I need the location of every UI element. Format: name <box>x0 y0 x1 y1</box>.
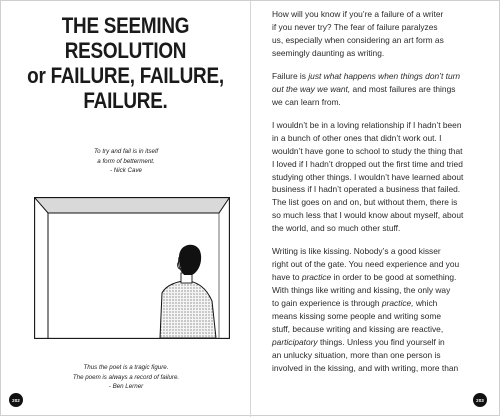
text-run: Writing is like kissing. Nobody’s a good kisser <box>272 246 441 257</box>
text-run: wouldn’t have gone to school to study the thing that <box>272 145 463 156</box>
text-line <box>272 209 494 222</box>
text-run: which <box>413 298 438 309</box>
text-run: Failure is <box>272 70 309 81</box>
text-run: With things like writing and kissing, the only way <box>272 285 451 296</box>
text-line <box>272 310 494 323</box>
closing-quote <box>21 363 231 392</box>
text-line <box>272 196 494 209</box>
text-line <box>272 83 494 96</box>
text-line <box>272 349 494 362</box>
text-run: have to <box>272 272 302 283</box>
text-run: so much less that I would know about myself, about <box>272 210 464 221</box>
text-line <box>272 222 494 235</box>
body-text <box>272 8 494 385</box>
text-line <box>272 336 494 349</box>
text-line <box>272 362 494 375</box>
text-line <box>272 132 494 145</box>
text-line <box>272 96 494 109</box>
italic-run: just what happens when things don’t turn <box>308 70 461 81</box>
text-run: the world, and so much other stuff. <box>272 223 401 234</box>
quote-line: The poem is always a record of failure. <box>72 373 180 381</box>
quote-line: a form of betterment. <box>97 157 155 165</box>
text-run: things. Unless you find yourself in <box>317 336 445 347</box>
chapter-title <box>27 13 224 113</box>
text-run: studying other things. I wouldn’t have learned about <box>272 171 464 182</box>
text-run: business if I hadn’t operated a business that failed. <box>272 184 461 195</box>
text-line <box>272 284 494 297</box>
italic-run: out the way we want, <box>272 83 351 94</box>
body-paragraph <box>272 245 494 374</box>
italic-run: participatory <box>272 336 318 347</box>
text-line <box>272 183 494 196</box>
quote-attribution: - Nick Cave <box>110 167 142 175</box>
text-line <box>272 297 494 310</box>
text-line <box>272 47 494 60</box>
body-paragraph <box>272 8 494 60</box>
text-run: to gain experience is through <box>272 298 382 309</box>
text-run: I loved if I hadn’t dropped out the first time and tried <box>272 158 463 169</box>
text-line <box>272 8 494 21</box>
italic-run: practice, <box>381 298 414 309</box>
text-run: I wouldn’t be in a loving relationship if I hadn’t been <box>272 119 462 130</box>
text-run: right out of the gate. You need experience and you <box>272 259 460 270</box>
text-line <box>272 158 494 171</box>
text-run: an unlucky situation, more than one person is <box>272 349 441 360</box>
text-run: seemingly daunting as writing. <box>272 47 385 58</box>
text-line <box>272 323 494 336</box>
text-line <box>272 145 494 158</box>
text-run: in order to be good at something. <box>331 272 457 283</box>
room-illustration <box>34 197 230 339</box>
quote-attribution: - Ben Lerner <box>108 383 144 391</box>
title-line: FAILURE. <box>83 88 168 113</box>
text-line <box>272 70 494 83</box>
title-line: THE SEEMING <box>61 13 190 38</box>
text-line <box>272 245 494 258</box>
text-line <box>272 271 494 284</box>
body-paragraph <box>272 119 494 235</box>
text-run: How will you know if you’re a failure of a writer <box>272 9 444 19</box>
text-run: in a bunch of other ones that didn’t work out. I <box>272 132 442 143</box>
body-paragraph <box>272 70 494 109</box>
right-page <box>251 1 500 417</box>
text-run: involved in the kissing, and with writing, more than <box>272 362 459 373</box>
left-page <box>1 1 250 417</box>
quote-line: To try and fail is in itself <box>93 148 159 155</box>
text-run: us, especially when considering an art form as <box>272 34 444 45</box>
epigraph-quote <box>41 147 211 176</box>
text-run: stuff, because writing and kissing are reactive, <box>272 323 444 334</box>
text-line <box>272 258 494 271</box>
text-line <box>272 119 494 132</box>
text-run: means kissing some people and writing some <box>272 310 441 321</box>
text-line <box>272 21 494 34</box>
title-line: or FAILURE, FAILURE, <box>27 63 224 88</box>
page-number: 202 <box>9 393 23 407</box>
text-run: if you never try? The fear of failure paralyzes <box>272 21 438 32</box>
text-run: and most failures are things <box>350 83 456 94</box>
text-line <box>272 34 494 47</box>
text-run: The list goes on and on, but without them, there is <box>272 197 458 208</box>
text-run: we can learn from. <box>272 96 341 107</box>
page-number: 203 <box>473 393 487 407</box>
quote-line: Thus the poet is a tragic figure. <box>83 364 169 371</box>
title-line: RESOLUTION <box>64 38 187 63</box>
italic-run: practice <box>301 272 332 283</box>
text-line <box>272 171 494 184</box>
